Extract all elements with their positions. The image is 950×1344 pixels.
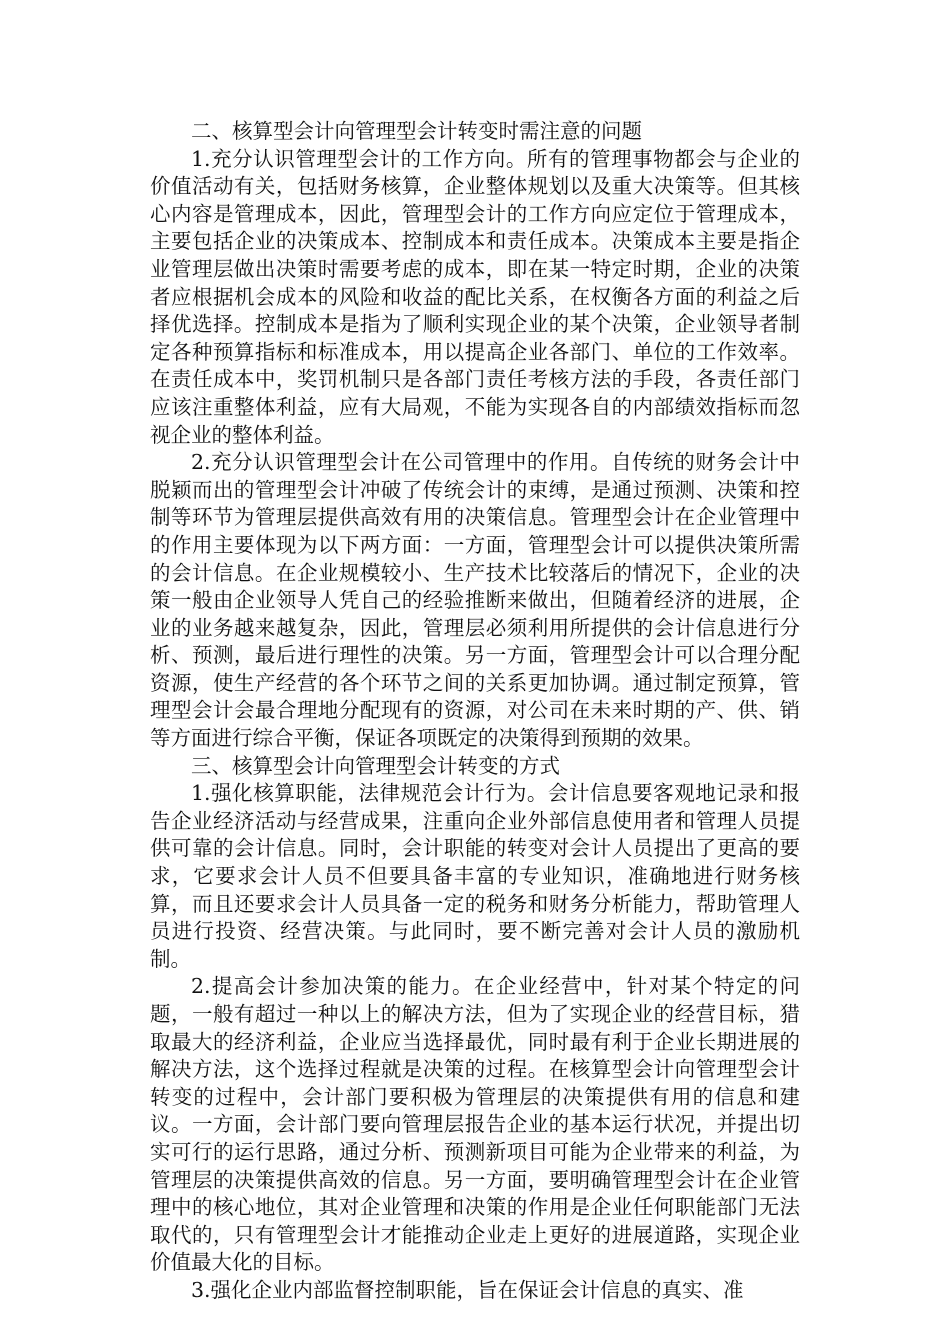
paragraph-2-2: 2.充分认识管理型会计在公司管理中的作用。自传统的财务会计中脱颖而出的管理型会计冲破了传统会计的束缚，是通过预测、决策和控制等环节为管理层提供高效有用的决策信息。管理型会计在企业管理中的作用主要体现为以下两方面：一方面，管理型会计可以提供决策所需的会计信息。在企业规模较小、生产技术比较落后的情况下，企业的决策一般由企业领导人凭自己的经验推断来做出，但随着经济的进展，企业的业务越来越复杂，因此，管理层必须利用所提供的会计信息进行分析、预测，最后进行理性的决策。另一方面，管理型会计可以合理分配资源，使生产经营的各个环节之间的关系更加协调。通过制定预算，管理型会计会最合理地分配现有的资源，对公司在未来时期的产、供、销等方面进行综合平衡，保证各项既定的决策得到预期的效果。	[150, 450, 800, 751]
document-body	[150, 118, 800, 1305]
section-heading-2: 二、核算型会计向管理型会计转变时需注意的问题	[191, 119, 642, 143]
paragraph-3-2: 2.提高会计参加决策的能力。在企业经营中，针对某个特定的问题，一般有超过一种以上的解决方法，但为了实现企业的经营目标，猎取最大的经济利益，企业应当选择最优，同时最有利于企业长期进展的解决方法，这个选择过程就是决策的过程。在核算型会计向管理型会计转变的过程中，会计部门要积极为管理层的决策提供有用的信息和建议。一方面，会计部门要向管理层报告企业的基本运行状况，并提出切实可行的运行思路，通过分析、预测新项目可能为企业带来的利益，为管理层的决策提供高效的信息。另一方面，要明确管理型会计在企业管理中的核心地位，其对企业管理和决策的作用是企业任何职能部门无法取代的，只有管理型会计才能推动企业走上更好的进展道路，实现企业价值最大化的目标。	[150, 974, 800, 1275]
paragraph-2-1: 1.充分认识管理型会计的工作方向。所有的管理事物都会与企业的价值活动有关，包括财务核算，企业整体规划以及重大决策等。但其核心内容是管理成本，因此，管理型会计的工作方向应定位于管理成本，主要包括企业的决策成本、控制成本和责任成本。决策成本主要是指企业管理层做出决策时需要考虑的成本，即在某一特定时期，企业的决策者应根据机会成本的风险和收益的配比关系，在权衡各方面的利益之后择优选择。控制成本是指为了顺利实现企业的某个决策，企业领导者制定各种预算指标和标准成本，用以提高企业各部门、单位的工作效率。在责任成本中，奖罚机制只是各部门责任考核方法的手段，各责任部门应该注重整体利益，应有大局观，不能为实现各自的内部绩效指标而忽视企业的整体利益。	[150, 146, 800, 447]
section-heading-3: 三、核算型会计向管理型会计转变的方式	[191, 753, 560, 778]
paragraph-3-3: 3.强化企业内部监督控制职能，旨在保证会计信息的真实、准	[191, 1277, 744, 1302]
paragraph-3-1: 1.强化核算职能，法律规范会计行为。会计信息要客观地记录和报告企业经济活动与经营成果，注重向企业外部信息使用者和管理人员提供可靠的会计信息。同时，会计职能的转变对会计人员提出了更高的要求，它要求会计人员不但要具备丰富的专业知识，准确地进行财务核算，而且还要求会计人员具备一定的税务和财务分析能力，帮助管理人员进行投资、经营决策。与此同时，要不断完善对会计人员的激励机制。	[150, 781, 800, 971]
